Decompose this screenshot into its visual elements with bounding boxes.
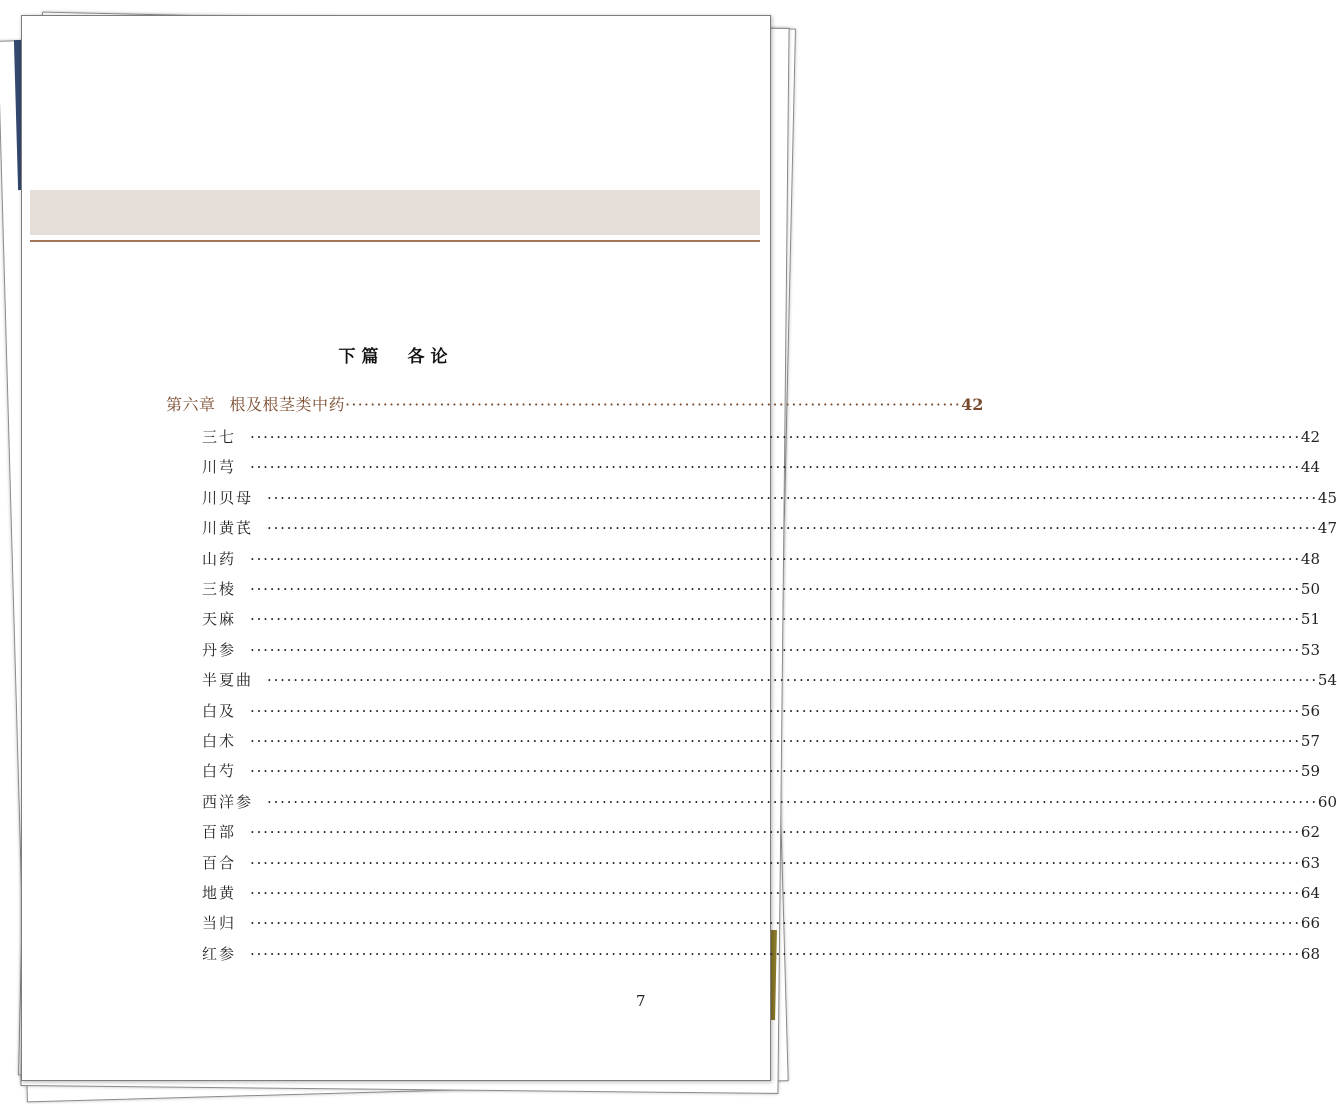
entry-title: 白芍	[202, 762, 237, 781]
toc-entry-row[interactable]	[202, 517, 1337, 538]
leader-dots: ································································································································································	[267, 488, 1318, 507]
entry-title: 半夏曲	[202, 671, 254, 690]
toc-entry-row[interactable]	[202, 912, 1320, 933]
toc-entry-row[interactable]	[202, 608, 1320, 629]
entry-page-number: 56	[1300, 701, 1320, 720]
entry-page-number: 62	[1300, 823, 1320, 842]
toc-entry-row[interactable]	[202, 760, 1320, 781]
leader-dots: ································································································································································	[250, 853, 1301, 872]
leader-dots: ································································································································································	[250, 884, 1301, 902]
leader-dots: ································································································································································	[250, 823, 1301, 842]
entry-title: 川贝母	[202, 488, 254, 507]
entry-page-number: 68	[1300, 944, 1320, 963]
toc-page	[21, 15, 1337, 1081]
entry-title: 地黄	[202, 884, 237, 902]
toc-entry-row[interactable]	[202, 578, 1320, 599]
entry-page-number: 66	[1300, 914, 1320, 933]
toc-entry-row[interactable]	[202, 456, 1320, 477]
leader-dots: ································································································································································	[250, 549, 1301, 568]
chapter-title: 根及根茎类中药	[229, 395, 346, 414]
leader-dots: ································································································································································	[250, 944, 1301, 963]
entry-page-number: 50	[1300, 580, 1320, 598]
leader-dots: ································································································································································	[250, 701, 1301, 720]
entry-title: 川黄芪	[202, 519, 254, 538]
part-title: 下篇 各论	[338, 347, 454, 367]
entry-page-number: 42	[1300, 428, 1320, 446]
entry-page-number: 48	[1300, 549, 1320, 568]
chapter-number: 第六章	[166, 395, 216, 414]
entry-page-number: 57	[1300, 732, 1320, 750]
entry-title: 百合	[202, 853, 237, 872]
entry-title: 白术	[202, 732, 237, 750]
toc-entry-row[interactable]	[202, 821, 1320, 842]
entry-page-number: 54	[1317, 671, 1337, 690]
toc-entry-row[interactable]	[202, 426, 1320, 447]
toc-entry-row[interactable]	[202, 487, 1337, 508]
entry-page-number: 64	[1300, 884, 1320, 902]
toc-chapter-row[interactable]	[166, 392, 984, 415]
toc-entry-row[interactable]	[202, 548, 1320, 569]
entry-page-number: 51	[1300, 610, 1320, 629]
entry-title: 三七	[202, 428, 237, 446]
entry-title: 当归	[202, 914, 237, 933]
toc-entry-row[interactable]	[202, 639, 1320, 660]
toc-entry-row[interactable]	[202, 791, 1337, 812]
chapter-label	[166, 392, 345, 415]
leader-dots: ································································································································································	[250, 732, 1301, 750]
entry-page-number: 47	[1317, 519, 1337, 538]
toc-entry-row[interactable]	[202, 730, 1320, 751]
leader-dots: ································································································································································	[267, 792, 1318, 811]
page-folio: 7	[636, 992, 646, 1010]
entry-page-number: 60	[1317, 792, 1337, 811]
entry-page-number: 45	[1317, 488, 1337, 507]
entry-title: 白及	[202, 701, 237, 720]
entry-page-number: 53	[1300, 640, 1320, 659]
leader-dots: ································································································································································	[250, 580, 1301, 598]
leader-dots: ··································································································	[345, 395, 962, 414]
entry-title: 川芎	[202, 458, 237, 477]
toc-entry-row[interactable]	[202, 943, 1320, 964]
entry-title: 山药	[202, 549, 237, 568]
toc-entry-row[interactable]	[202, 882, 1320, 903]
entry-title: 丹参	[202, 640, 237, 659]
toc-entry-row[interactable]	[202, 669, 1337, 690]
entry-title: 西洋参	[202, 792, 254, 811]
leader-dots: ································································································································································	[267, 519, 1318, 538]
leader-dots: ································································································································································	[267, 671, 1318, 690]
entry-title: 红参	[202, 944, 237, 963]
entry-page-number: 59	[1300, 762, 1320, 781]
leader-dots: ································································································································································	[250, 762, 1301, 781]
entry-title: 三棱	[202, 580, 237, 598]
entry-title: 百部	[202, 823, 237, 842]
toc-entry-row[interactable]	[202, 852, 1320, 873]
leader-dots: ································································································································································	[250, 458, 1301, 477]
leader-dots: ································································································································································	[250, 914, 1301, 933]
leader-dots: ································································································································································	[250, 610, 1301, 629]
leader-dots: ································································································································································	[250, 640, 1301, 659]
toc-entry-row[interactable]	[202, 700, 1320, 721]
chapter-page-number: 42	[961, 395, 984, 414]
leader-dots: ································································································································································	[250, 428, 1301, 446]
entry-title: 天麻	[202, 610, 237, 629]
entry-page-number: 44	[1300, 458, 1320, 477]
entry-page-number: 63	[1300, 853, 1320, 872]
header-rule	[30, 240, 760, 242]
header-band	[30, 190, 760, 235]
